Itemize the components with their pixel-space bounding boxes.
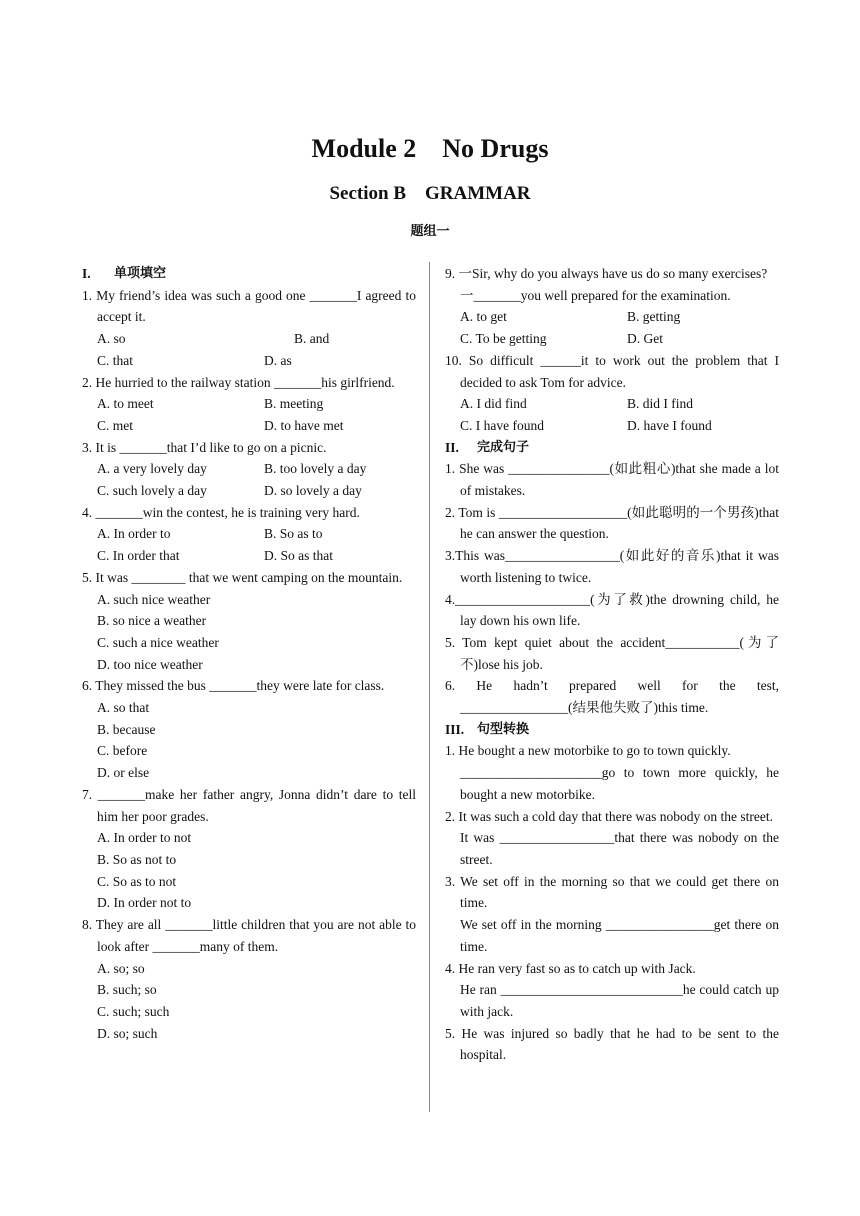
- section-heading: III. 句型转换: [445, 721, 530, 737]
- option-row: A. to get B. getting: [460, 309, 681, 325]
- sentence-item: 1. She was _______________(如此粗心)that she made a lot of mistakes.: [445, 461, 779, 499]
- sentence-item: 6. He hadn’t prepared well for the test, ________________(结果他失败了)this time.: [445, 678, 779, 716]
- original-sentence: 2. It was such a cold day that there was nobody on the street.: [445, 808, 774, 824]
- question-text: 9. 一Sir, why do you always have us do so many exercises?: [445, 266, 768, 281]
- option-row: A. a very lovely day B. too lovely a day: [97, 461, 367, 477]
- option-row: A. so B. and: [97, 331, 330, 347]
- option: B. such; so: [97, 982, 157, 998]
- option-row: C. such lovely a day D. so lovely a day: [97, 483, 362, 499]
- original-sentence: 1. He bought a new motorbike to go to town quickly.: [445, 743, 731, 759]
- right-column: [445, 263, 779, 1066]
- option: C. such; such: [97, 1003, 170, 1019]
- question-text: 7. _______make her father angry, Jonna didn’t dare to tell him her poor grades.: [82, 786, 416, 824]
- option-row: A. I did find B. did I find: [460, 396, 693, 412]
- option-row: C. To be getting D. Get: [460, 331, 663, 347]
- rewrite-sentence: It was _________________that there was nobody on the street.: [460, 830, 779, 867]
- option: B. so nice a weather: [97, 613, 207, 629]
- option: C. such a nice weather: [97, 634, 219, 650]
- original-sentence: 5. He was injured so badly that he had to be sent to the hospital.: [445, 1025, 779, 1063]
- section-subtitle: Section B GRAMMAR: [329, 183, 531, 204]
- option-row: A. to meet B. meeting: [97, 396, 324, 412]
- option-row: C. met D. to have met: [97, 417, 344, 433]
- column-divider: [429, 262, 430, 1112]
- question-text: 1. My friend’s idea was such a good one _______I agreed to accept it.: [82, 287, 416, 325]
- option: D. so; such: [97, 1025, 158, 1041]
- original-sentence: 4. He ran very fast so as to catch up with Jack.: [445, 960, 696, 976]
- option: A. so; so: [97, 960, 145, 976]
- question-text: 6. They missed the bus _______they were late for class.: [82, 678, 385, 694]
- question-text: 3. It is _______that I’d like to go on a picnic.: [82, 439, 327, 455]
- sentence-item: 2. Tom is ___________________(如此聪明的一个男孩)that he can answer the question.: [445, 504, 779, 542]
- question-text: 2. He hurried to the railway station _______his girlfriend.: [82, 374, 395, 390]
- option: B. So as not to: [97, 851, 177, 867]
- option: D. too nice weather: [97, 656, 203, 672]
- question-text: 8. They are all _______little children that you are not able to look after _______many of them.: [82, 917, 416, 954]
- option: A. such nice weather: [97, 591, 211, 607]
- option-row: C. In order that D. So as that: [97, 548, 333, 564]
- option: D. or else: [97, 765, 150, 781]
- sentence-item: 3.This was_________________(如此好的音乐)that it was worth listening to twice.: [445, 548, 779, 585]
- sentence-item: 4.____________________(为了救)the drowning child, he lay down his own life.: [445, 591, 779, 629]
- option: C. before: [97, 743, 148, 759]
- rewrite-sentence: We set off in the morning ________________get there on time.: [460, 917, 779, 954]
- option: B. because: [97, 721, 156, 737]
- option: C. So as to not: [97, 873, 177, 889]
- question-group-label: 题组一: [410, 224, 450, 239]
- option-row: A. In order to B. So as to: [97, 526, 323, 542]
- section-heading: I. 单项填空: [82, 266, 167, 281]
- option-row: C. I have found D. have I found: [460, 417, 712, 433]
- option: A. so that: [97, 700, 150, 716]
- sentence-item: 5. Tom kept quiet about the accident___________(为了不)lose his job.: [445, 634, 779, 672]
- question-text: 10. So difficult ______it to work out the problem that I decided to ask Tom for advice.: [445, 352, 779, 390]
- section-heading: II. 完成句子: [445, 439, 530, 455]
- option-row: C. that D. as: [97, 352, 292, 368]
- question-text: 5. It was ________ that we went camping on the mountain.: [82, 569, 403, 585]
- left-column: [82, 263, 416, 1044]
- option: A. In order to not: [97, 830, 192, 846]
- page-title: Module 2 No Drugs: [311, 134, 549, 163]
- option: D. In order not to: [97, 895, 192, 911]
- rewrite-sentence: He ran ___________________________he could catch up with jack.: [460, 982, 779, 1019]
- rewrite-sentence: _____________________go to town more quickly, he bought a new motorbike.: [460, 765, 779, 802]
- question-text: 4. _______win the contest, he is training very hard.: [82, 504, 360, 520]
- question-reply: 一_______you well prepared for the examination.: [460, 287, 731, 303]
- original-sentence: 3. We set off in the morning so that we could get there on time.: [445, 873, 779, 911]
